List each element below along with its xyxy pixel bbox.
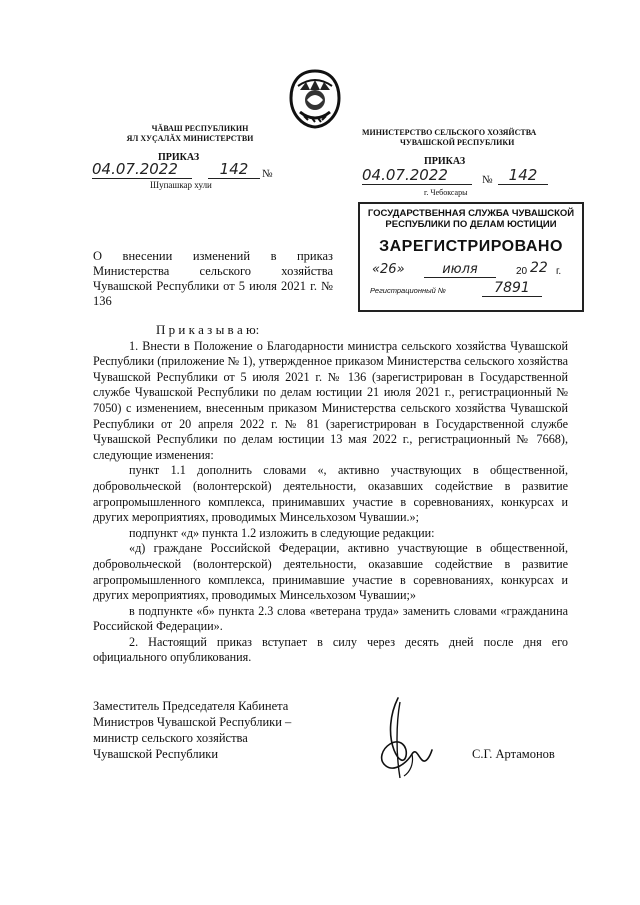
stamp-reg-label: Регистрационный № — [370, 286, 446, 295]
left-number-sign: № — [262, 168, 273, 180]
right-city: г. Чебоксары — [424, 188, 468, 197]
right-header-line2: ЧУВАШСКОЙ РЕСПУБЛИКИ — [400, 138, 515, 147]
stamp-year-prefix: 20 — [516, 266, 528, 277]
body-paragraph-2: пункт 1.1 дополнить словами «, активно участвующих в общественной, добровольческой (волонтерской) деятельности, оказавших содействие в развитие агропромышленного комплекса, принимавших участие в соревнованиях, конкурсах и других мероприятиях, проводимых Минсельхозом Чувашии.»; — [93, 463, 568, 525]
coat-of-arms-emblem — [286, 68, 344, 130]
stamp-year-suffix: 22 — [530, 260, 548, 276]
stamp-month: июля — [424, 262, 496, 278]
handwritten-signature — [360, 694, 450, 784]
signatory-line3: министр сельского хозяйства — [93, 731, 248, 745]
body-paragraph-1: 1. Внести в Положение о Благодарности министра сельского хозяйства Чувашской Республики (приложение № 1), утвержденное приказом Министерства сельского хозяйства Чувашской Республики от 5 июля 2021 г. № 136 (зарегистрирован в Государственной службе Чувашской Республики по делам юстиции 21 июля 2021 г., регистрационный № 7050) с изменением, внесенным приказом Министерства сельского хозяйства Чувашской Республики от 20 апреля 2022 г. № 81 (зарегистрирован в Государственной службе Чувашской Республики по делам юстиции 13 мая 2022 г., регистрационный № 7668), следующие изменения: — [93, 338, 568, 462]
right-number-sign: № — [482, 174, 493, 186]
body-paragraph-6: 2. Настоящий приказ вступает в силу через десять дней после дня его официального опубликования. — [93, 634, 568, 665]
signatory-line2: Министров Чувашской Республики – — [93, 715, 292, 729]
left-order-date: 04.07.2022 — [92, 160, 192, 179]
body-lead: П р и к а з ы в а ю: — [156, 322, 260, 337]
stamp-registered: ЗАРЕГИСТРИРОВАНО — [379, 238, 563, 255]
body-paragraph-5: в подпункте «б» пункта 2.3 слова «ветерана труда» заменить словами «гражданина Российской Федерации». — [93, 603, 568, 634]
left-order-label: ПРИКАЗ — [158, 152, 200, 163]
right-header-line1: МИНИСТЕРСТВО СЕЛЬСКОГО ХОЗЯЙСТВА — [362, 128, 537, 137]
stamp-line1: ГОСУДАРСТВЕННАЯ СЛУЖБА ЧУВАШСКОЙ — [367, 208, 575, 219]
signatory-name: С.Г. Артамонов — [472, 747, 555, 761]
right-order-date: 04.07.2022 — [362, 166, 472, 185]
stamp-day: «26» — [372, 262, 405, 277]
stamp-year-unit: г. — [556, 266, 562, 277]
signatory-line1: Заместитель Председателя Кабинета — [93, 699, 289, 713]
body-paragraph-4: «д) граждане Российской Федерации, активно участвующие в общественной, добровольческой (волонтерской) деятельности, оказавшие содействие в развитие агропромышленного комплекса, принимавшие участие в соревнованиях, конкурсах и других мероприятиях, проводимых Минсельхозом Чувашии;» — [93, 541, 568, 603]
left-order-number: 142 — [208, 160, 260, 179]
document-subject: О внесении изменений в приказ Министерства сельского хозяйства Чувашской Республики от 5 июля 2021 г. № 136 — [93, 249, 333, 308]
signatory-title — [93, 698, 291, 762]
document-body — [93, 322, 568, 666]
left-header-line2: ЯЛ ХУÇАЛĂХ МИНИСТЕРСТВИ — [126, 134, 254, 143]
left-header-line1: ЧĂВАШ РЕСПУБЛИКИН — [151, 124, 249, 133]
registration-stamp — [358, 202, 584, 312]
left-city: Шупашкар хули — [150, 180, 212, 190]
signatory-line4: Чувашской Республики — [93, 747, 219, 761]
body-paragraph-3: подпункт «д» пункта 1.2 изложить в следующие редакции: — [129, 525, 435, 540]
stamp-line2: РЕСПУБЛИКИ ПО ДЕЛАМ ЮСТИЦИИ — [385, 219, 557, 230]
right-order-number: 142 — [498, 166, 548, 185]
stamp-reg-number: 7891 — [482, 280, 542, 297]
right-order-label: ПРИКАЗ — [424, 156, 466, 167]
